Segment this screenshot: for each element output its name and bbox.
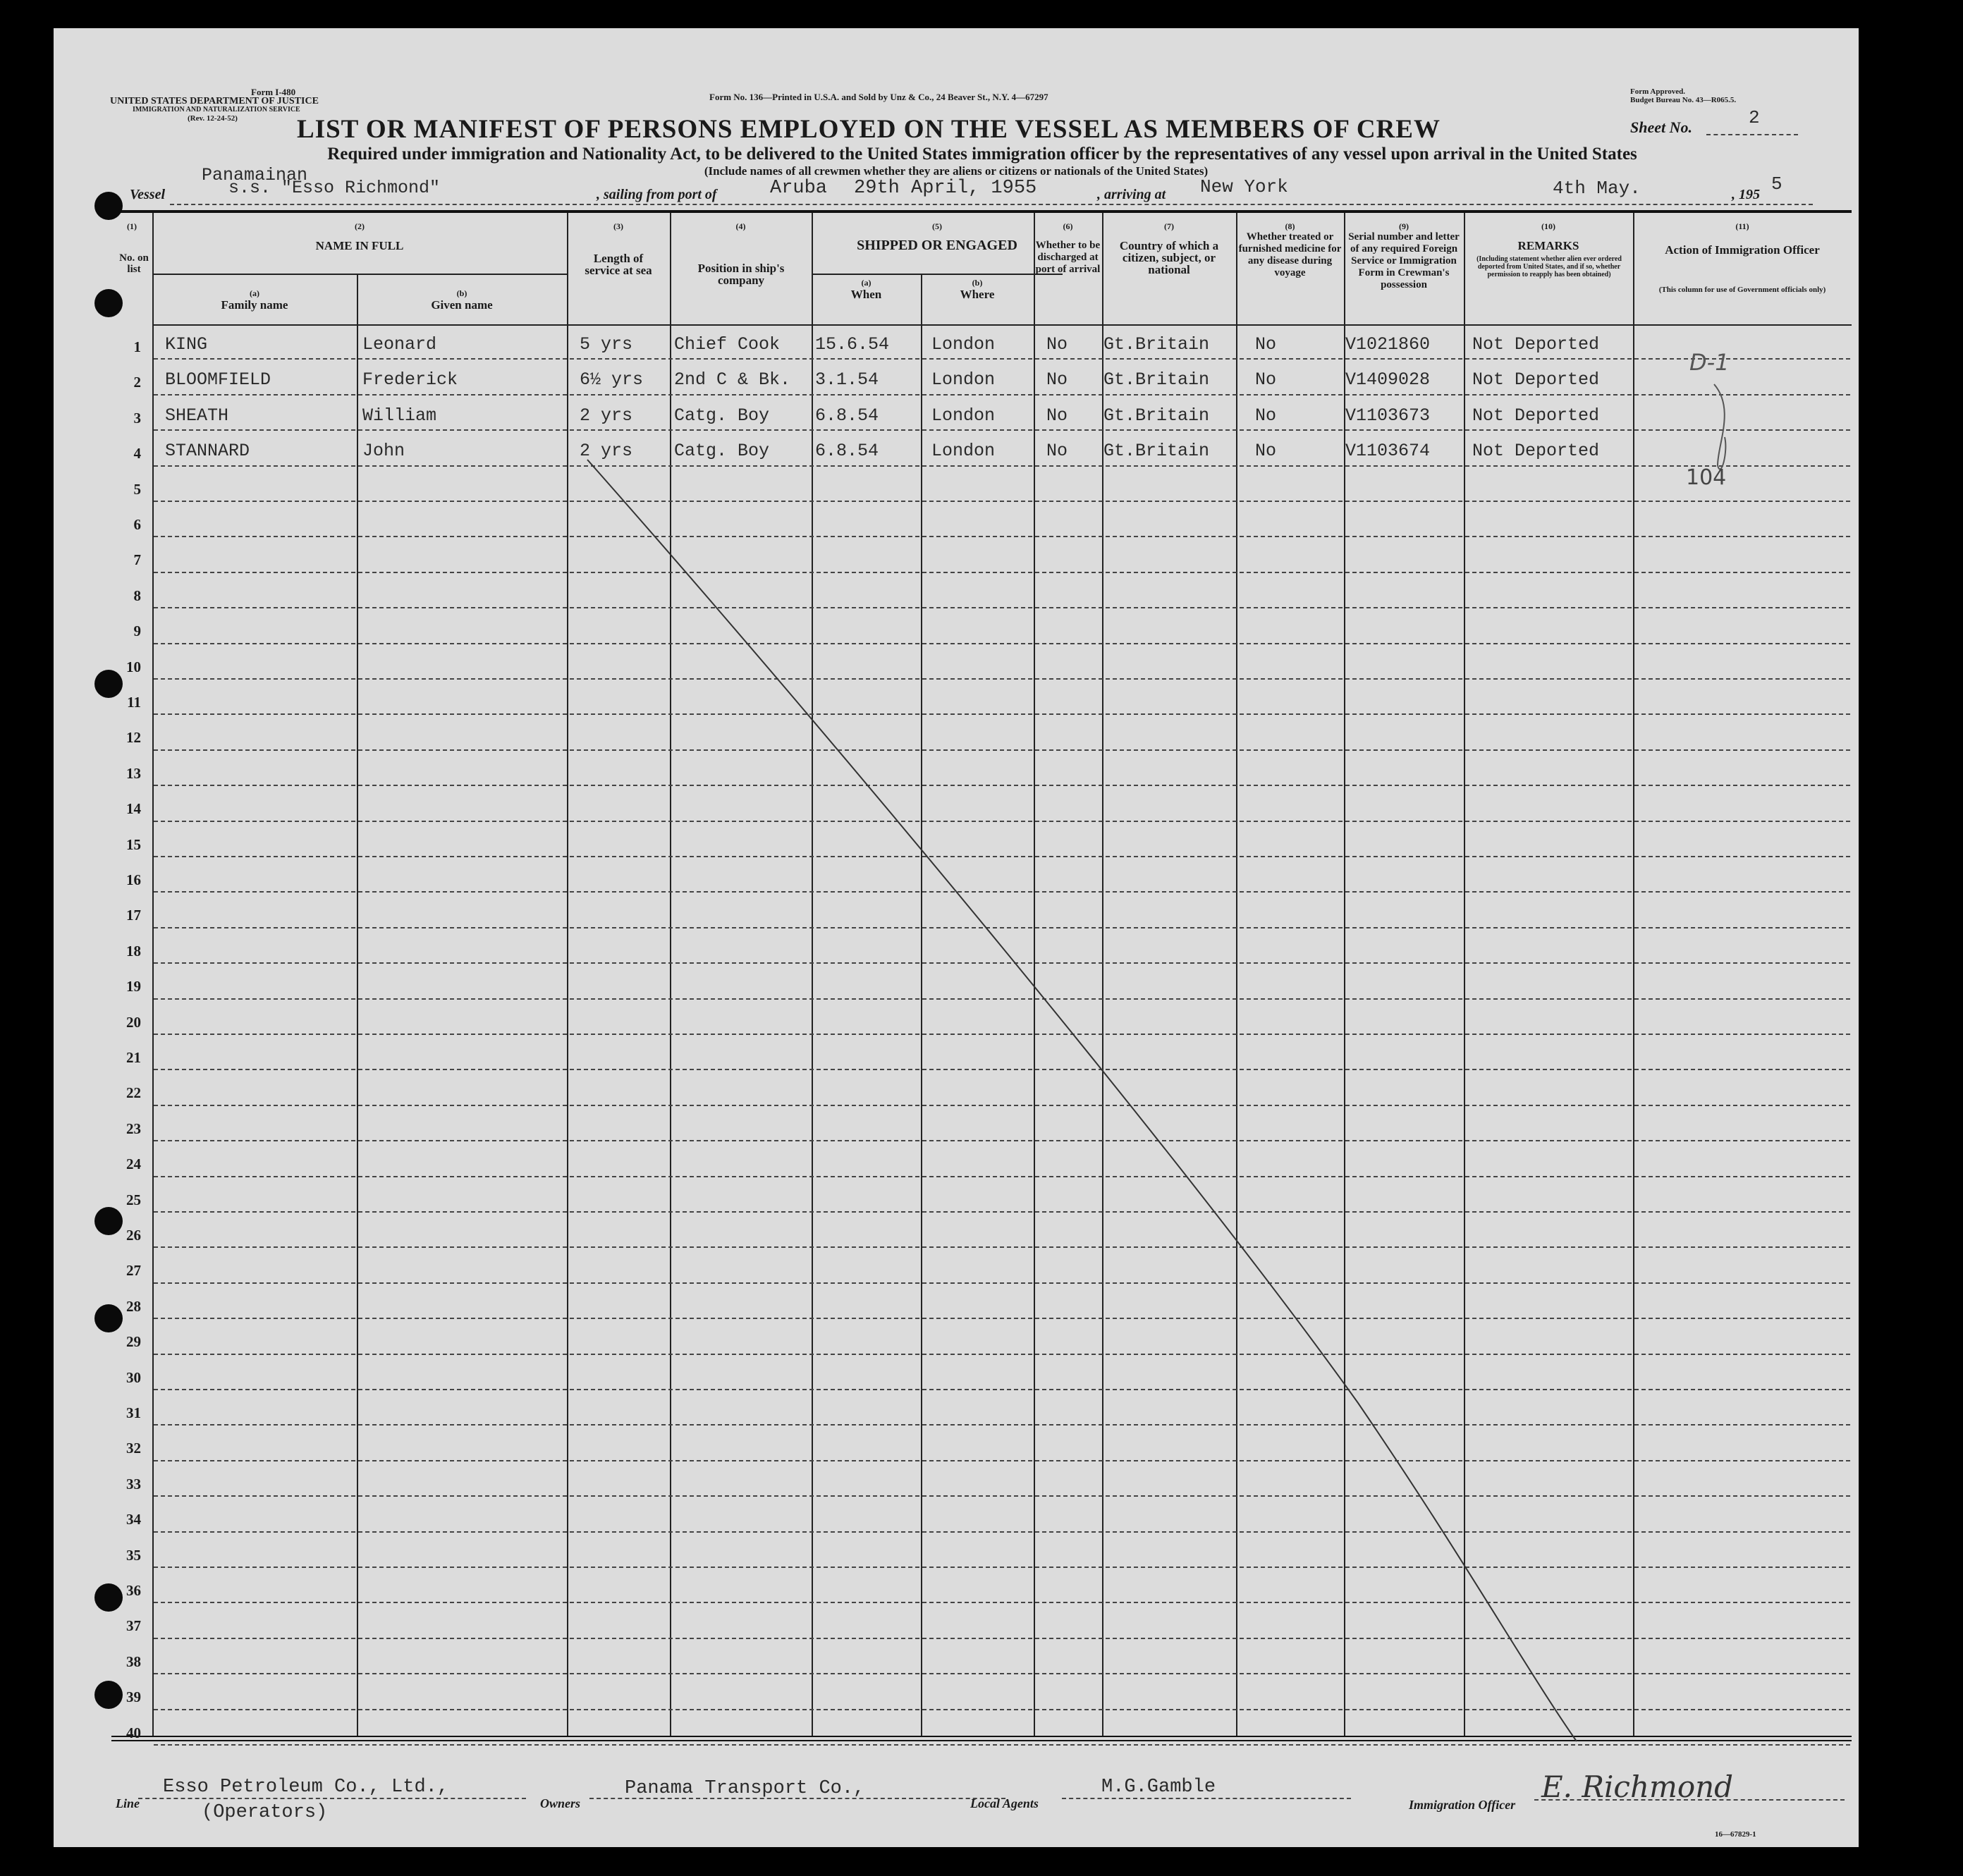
col4-num: (4) (735, 221, 746, 231)
col11-label: Action of Immigration Officer (1665, 243, 1820, 257)
col8-num: (8) (1285, 221, 1295, 231)
vessel-label: Vessel (130, 187, 165, 202)
row-number: 8 (133, 587, 141, 604)
binder-hole (94, 1583, 123, 1612)
crew-discharge: No (1046, 441, 1068, 462)
form-code: 16—67829-1 (1715, 1830, 1756, 1839)
crew-where: London (931, 369, 996, 391)
row-number: 1 (133, 338, 141, 355)
row-number: 40 (126, 1724, 141, 1741)
service-name: IMMIGRATION AND NATURALIZATION SERVICE (133, 106, 300, 114)
row-number: 6 (133, 516, 141, 533)
sailing-label: , sailing from port of (597, 187, 717, 202)
col4-label: Position in ship's company (697, 262, 785, 287)
row-number: 38 (126, 1653, 141, 1670)
crew-remarks: Not Deported (1472, 369, 1600, 391)
row-number: 17 (126, 907, 141, 924)
crew-country: Gt.Britain (1103, 441, 1210, 462)
crew-country: Gt.Britain (1103, 334, 1210, 355)
officer-rule (1534, 1799, 1845, 1801)
officer-mark-bottom: 104 (1686, 465, 1727, 490)
row-number: 20 (126, 1013, 141, 1031)
row-number: 35 (126, 1546, 141, 1564)
col10-label: REMARKS (1517, 239, 1579, 252)
crew-country: Gt.Britain (1103, 405, 1210, 426)
row-number: 9 (133, 623, 141, 640)
col3-num: (3) (613, 221, 623, 231)
col5b-label: Where (960, 288, 995, 301)
budget-bureau: Budget Bureau No. 43—R065.5. (1630, 96, 1737, 104)
binder-hole (94, 1304, 123, 1332)
crew-given: John (362, 441, 405, 462)
form-rev: (Rev. 12-24-52) (188, 114, 238, 123)
col8-label: Whether treated or furnished medicine for any disease during voyage (1238, 231, 1342, 278)
row-number: 26 (126, 1227, 141, 1244)
row-number: 29 (126, 1333, 141, 1351)
row-number: 39 (126, 1688, 141, 1706)
crew-service: 2 yrs (580, 405, 633, 426)
crew-when: 3.1.54 (815, 369, 879, 391)
row-number: 15 (126, 835, 141, 853)
binder-hole (94, 670, 123, 698)
col2a-num: (a) (250, 288, 259, 298)
crew-remarks: Not Deported (1472, 405, 1600, 426)
row-number: 10 (126, 658, 141, 675)
crew-where: London (931, 441, 996, 462)
line-operators: (Operators) (202, 1802, 328, 1823)
row-number: 21 (126, 1049, 141, 1066)
col9-label: Serial number and letter of any required Foreign Service or Immigration Form in Crewman's possession (1348, 231, 1460, 290)
crew-discharge: No (1046, 369, 1068, 391)
binder-hole (94, 289, 123, 317)
col5a-num: (a) (861, 278, 872, 288)
col2-label: NAME IN FULL (315, 239, 404, 252)
owners-label: Owners (540, 1796, 581, 1810)
check-mark (1714, 384, 1725, 469)
line-rule (138, 1798, 526, 1799)
sailing-date: 29th April, 1955 (854, 178, 1037, 199)
col2b-label: Given name (431, 298, 493, 312)
crew-given: Leonard (362, 334, 437, 355)
crew-given: Frederick (362, 369, 458, 391)
col3-label: Length of service at sea (585, 252, 652, 277)
officer-signature: E. Richmond (1541, 1770, 1734, 1804)
arrival-port: New York (1200, 176, 1288, 197)
page-title: LIST OR MANIFEST OF PERSONS EMPLOYED ON THE VESSEL AS MEMBERS OF CREW (297, 115, 1441, 144)
row-number: 23 (126, 1120, 141, 1137)
owners-rule (589, 1798, 1005, 1799)
row-number: 11 (127, 694, 141, 711)
row-number: 3 (133, 409, 141, 427)
crew-treated: No (1255, 334, 1277, 355)
col7-num: (7) (1164, 221, 1174, 231)
crew-where: London (931, 405, 996, 426)
crew-serial: V1409028 (1345, 369, 1431, 391)
crew-given: William (362, 405, 437, 426)
col2-num: (2) (355, 221, 365, 231)
row-number: 7 (133, 551, 141, 569)
col5b-num: (b) (972, 278, 983, 288)
crew-when: 15.6.54 (815, 334, 890, 355)
col5a-label: When (850, 288, 882, 301)
arriving-label: , arriving at (1097, 187, 1166, 202)
row-number: 19 (126, 978, 141, 995)
crew-service: 6½ yrs (580, 369, 644, 391)
crew-position: Catg. Boy (674, 441, 770, 462)
col5-label: SHIPPED OR ENGAGED (857, 238, 1017, 253)
crew-treated: No (1255, 369, 1277, 391)
crew-family: STANNARD (165, 441, 250, 462)
crew-position: Catg. Boy (674, 405, 770, 426)
arrival-date: 4th May. (1553, 178, 1641, 199)
crew-serial: V1103673 (1345, 405, 1431, 426)
row-number: 31 (126, 1404, 141, 1421)
row-number: 18 (126, 942, 141, 960)
form-approved: Form Approved. (1630, 87, 1686, 96)
crew-family: KING (165, 334, 208, 355)
form-id: Form I-480 (251, 87, 296, 97)
row-number: 22 (126, 1084, 141, 1102)
officer-mark-top: D-1 (1689, 349, 1730, 376)
crew-service: 5 yrs (580, 334, 633, 355)
col9-num: (9) (1399, 221, 1409, 231)
row-number: 4 (133, 445, 141, 462)
row-number: 32 (126, 1440, 141, 1457)
row-number: 16 (126, 871, 141, 888)
col2a-label: Family name (221, 298, 288, 312)
col10-note: (Including statement whether alien ever ordered deported from United States, and if so, whether permission to reapply has been obtained) (1476, 255, 1622, 278)
row-number: 24 (126, 1155, 141, 1173)
crew-position: 2nd C & Bk. (674, 369, 791, 391)
col11-num: (11) (1735, 221, 1749, 231)
col5-num: (5) (932, 221, 942, 231)
year-label: , 195 (1732, 187, 1760, 202)
crew-remarks: Not Deported (1472, 441, 1600, 462)
vessel-flag: Panamainan (202, 165, 308, 185)
row-number: 36 (126, 1582, 141, 1599)
row-number: 25 (126, 1191, 141, 1208)
agents-label: Local Agents (970, 1796, 1039, 1810)
crew-when: 6.8.54 (815, 405, 879, 426)
dept-name: UNITED STATES DEPARTMENT OF JUSTICE (110, 96, 319, 106)
line-label: Line (116, 1796, 140, 1810)
sheet-number: 2 (1749, 107, 1760, 128)
crew-position: Chief Cook (674, 334, 781, 355)
manifest-sheet (54, 28, 1859, 1847)
crew-family: BLOOMFIELD (165, 369, 271, 391)
row-number: 27 (126, 1262, 141, 1280)
row-number: 14 (126, 800, 141, 818)
row-number: 37 (126, 1617, 141, 1635)
crew-where: London (931, 334, 996, 355)
crew-discharge: No (1046, 405, 1068, 426)
cancel-line (54, 28, 1859, 1847)
row-number: 33 (126, 1475, 141, 1492)
row-number: 34 (126, 1511, 141, 1528)
col11-note: (This column for use of Government officials only) (1658, 286, 1826, 294)
crew-serial: V1103674 (1345, 441, 1431, 462)
row-number: 5 (133, 480, 141, 498)
row-number: 12 (126, 729, 141, 747)
year-digit: 5 (1771, 173, 1782, 195)
row-number: 30 (126, 1368, 141, 1386)
binder-hole (94, 1681, 123, 1709)
crew-discharge: No (1046, 334, 1068, 355)
col7-label: Country of which a citizen, subject, or national (1119, 239, 1219, 276)
vessel-name: s.s. "Esso Richmond" (228, 178, 441, 198)
crew-family: SHEATH (165, 405, 229, 426)
col6-label: Whether to be discharged at port of arrival (1035, 240, 1101, 275)
row-number: 13 (126, 764, 141, 782)
crew-country: Gt.Britain (1103, 369, 1210, 391)
officer-label: Immigration Officer (1409, 1798, 1516, 1812)
col2b-num: (b) (456, 288, 467, 298)
agents-rule (1062, 1798, 1351, 1799)
sailing-port: Aruba (770, 178, 828, 199)
owners-value: Panama Transport Co., (625, 1778, 865, 1799)
col6-num: (6) (1063, 221, 1073, 231)
binder-hole (94, 1207, 123, 1235)
col1-num: (1) (127, 221, 137, 231)
printer-note: Form No. 136—Printed in U.S.A. and Sold by Unz & Co., 24 Beaver St., N.Y. 4—67297 (709, 92, 1048, 102)
crew-service: 2 yrs (580, 441, 633, 462)
subtitle-note: (Include names of all crewmen whether they are aliens or citizens or nationals of the United States) (704, 164, 1209, 178)
binder-hole (94, 192, 123, 220)
sheet-label: Sheet No. (1630, 118, 1692, 136)
crew-when: 6.8.54 (815, 441, 879, 462)
col10-num: (10) (1541, 221, 1555, 231)
crew-remarks: Not Deported (1472, 334, 1600, 355)
agents-value: M.G.Gamble (1101, 1777, 1216, 1798)
row-number: 28 (126, 1297, 141, 1315)
crew-serial: V1021860 (1345, 334, 1431, 355)
subtitle: Required under immigration and Nationality Act, to be delivered to the United States immigration officer by the representatives of any vessel upon arrival in the United States (327, 145, 1637, 164)
row-number: 2 (133, 374, 141, 391)
crew-treated: No (1255, 405, 1277, 426)
col1-label: No. on list (119, 252, 149, 275)
crew-treated: No (1255, 441, 1277, 462)
line-value: Esso Petroleum Co., Ltd., (163, 1777, 449, 1798)
